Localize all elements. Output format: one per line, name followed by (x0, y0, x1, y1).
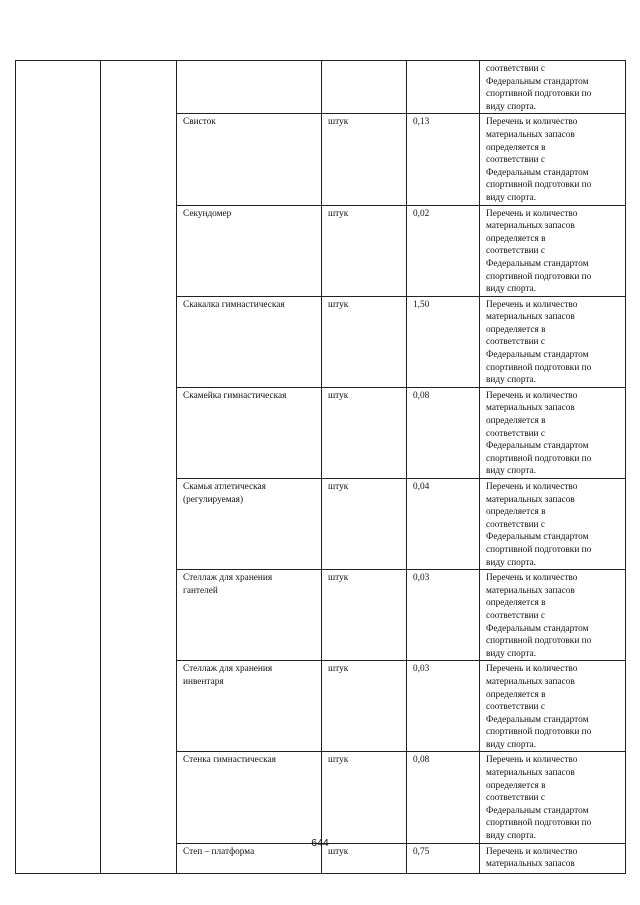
unit-cell: штук (322, 570, 407, 661)
item-name-cell: Скакалка гимнастическая (177, 296, 322, 387)
item-name-cell: Степ – платформа (177, 843, 322, 873)
quantity-cell: 0,02 (407, 205, 480, 296)
unit-cell: штук (322, 205, 407, 296)
unit-cell (322, 61, 407, 114)
table-row-continuation (16, 61, 626, 114)
quantity-cell: 0,03 (407, 570, 480, 661)
unit-cell: штук (322, 843, 407, 873)
item-name-cell: Стеллаж для хранения инвентаря (177, 661, 322, 752)
unit-cell: штук (322, 752, 407, 843)
item-name-cell: Секундомер (177, 205, 322, 296)
quantity-cell: 0,03 (407, 661, 480, 752)
unit-cell: штук (322, 479, 407, 570)
unit-cell: штук (322, 114, 407, 205)
note-cell: Перечень и количество материальных запасов (480, 843, 626, 873)
note-cell: Перечень и количество материальных запасов определяется в соответствии с Федеральным стандартом спортивной подготовки по виду спорта. (480, 114, 626, 205)
quantity-cell: 0,08 (407, 752, 480, 843)
quantity-cell: 0,04 (407, 479, 480, 570)
note-cell: Перечень и количество материальных запасов определяется в соответствии с Федеральным стандартом спортивной подготовки по виду спорта. (480, 205, 626, 296)
note-cell: Перечень и количество материальных запасов определяется в соответствии с Федеральным стандартом спортивной подготовки по виду спорта. (480, 752, 626, 843)
note-cell: Перечень и количество материальных запасов определяется в соответствии с Федеральным стандартом спортивной подготовки по виду спорта. (480, 296, 626, 387)
equipment-table (15, 60, 626, 874)
unit-cell: штук (322, 296, 407, 387)
item-name-cell: Скамейка гимнастическая (177, 387, 322, 478)
quantity-cell: 1,50 (407, 296, 480, 387)
note-cell: соответствии с Федеральным стандартом спортивной подготовки по виду спорта. (480, 61, 626, 114)
quantity-cell (407, 61, 480, 114)
item-name-cell: Стеллаж для хранения гантелей (177, 570, 322, 661)
item-name-cell: Свисток (177, 114, 322, 205)
quantity-cell: 0,08 (407, 387, 480, 478)
note-cell: Перечень и количество материальных запасов определяется в соответствии с Федеральным стандартом спортивной подготовки по виду спорта. (480, 661, 626, 752)
merged-cell-col1 (16, 61, 101, 874)
unit-cell: штук (322, 387, 407, 478)
unit-cell: штук (322, 661, 407, 752)
equipment-table-body (16, 61, 626, 874)
item-name-cell: Стенка гимнастическая (177, 752, 322, 843)
note-cell: Перечень и количество материальных запасов определяется в соответствии с Федеральным стандартом спортивной подготовки по виду спорта. (480, 387, 626, 478)
quantity-cell: 0,75 (407, 843, 480, 873)
merged-cell-col2 (101, 61, 177, 874)
note-cell: Перечень и количество материальных запасов определяется в соответствии с Федеральным стандартом спортивной подготовки по виду спорта. (480, 570, 626, 661)
page-number: 644 (311, 837, 329, 849)
item-name-cell: Скамья атлетическая (регулируемая) (177, 479, 322, 570)
item-name-cell (177, 61, 322, 114)
quantity-cell: 0,13 (407, 114, 480, 205)
note-cell: Перечень и количество материальных запасов определяется в соответствии с Федеральным стандартом спортивной подготовки по виду спорта. (480, 479, 626, 570)
